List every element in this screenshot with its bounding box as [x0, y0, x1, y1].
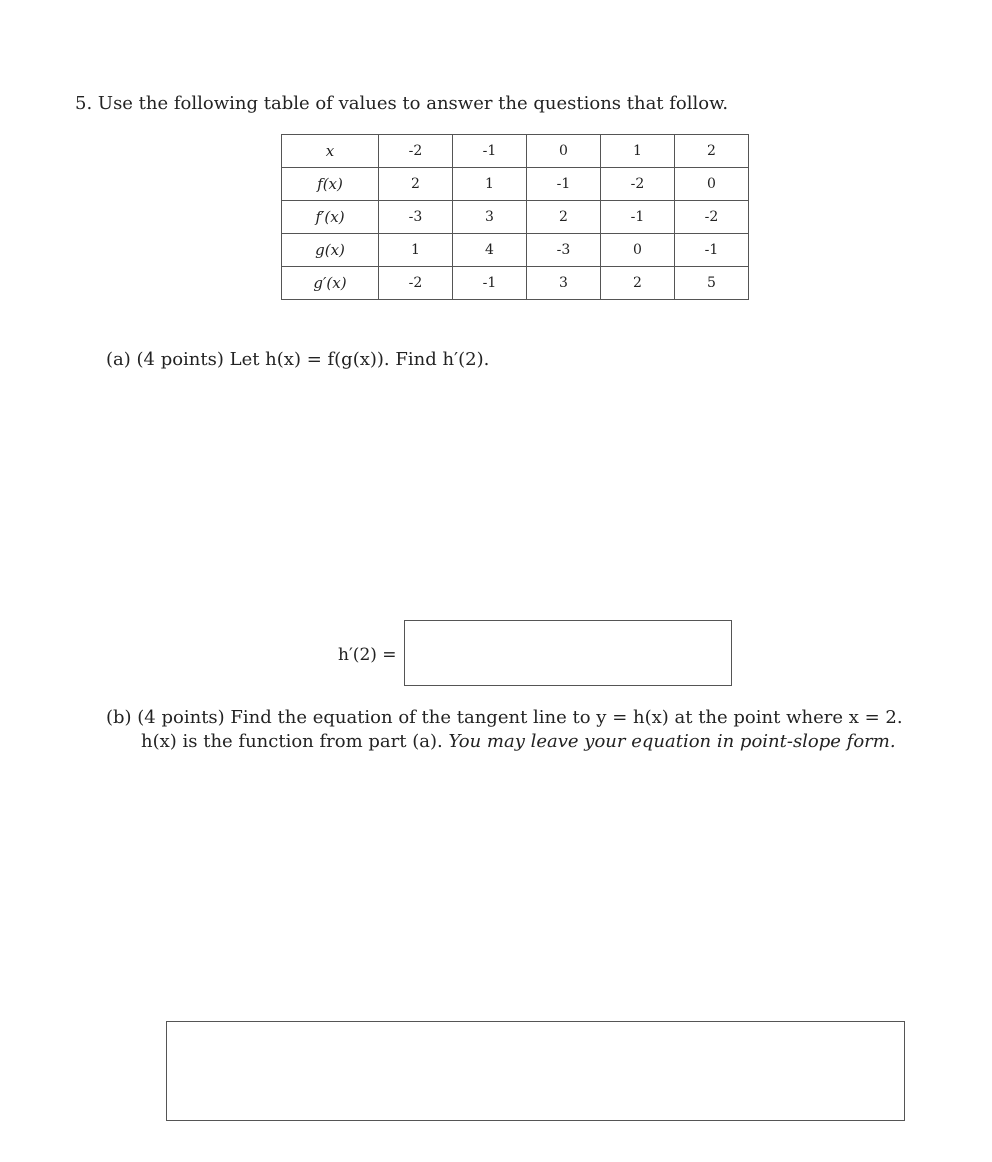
row-label: g′(x)	[282, 267, 379, 300]
table-cell: 2	[379, 168, 453, 201]
row-label: f′(x)	[282, 201, 379, 234]
table-cell: -3	[379, 201, 453, 234]
part-b-prompt-plain: h(x) is the function from part (a).	[141, 731, 449, 752]
table-header-row	[282, 135, 749, 168]
table-cell: -2	[675, 201, 749, 234]
table-cell: 1	[601, 135, 675, 168]
table-cell: 3	[527, 267, 601, 300]
part-b-prompt-line1: (b) (4 points) Find the equation of the tangent line to y = h(x) at the point where x = 2.	[106, 707, 903, 728]
table-cell: -2	[379, 135, 453, 168]
part-a-answer-box[interactable]	[404, 620, 732, 686]
table-cell: 2	[527, 201, 601, 234]
table-row	[282, 234, 749, 267]
table-cell: -2	[601, 168, 675, 201]
table-cell: -1	[675, 234, 749, 267]
table-cell: 0	[527, 135, 601, 168]
part-b-answer-box[interactable]	[166, 1021, 905, 1121]
table-cell: -3	[527, 234, 601, 267]
table-cell: 2	[601, 267, 675, 300]
table-row	[282, 168, 749, 201]
table-cell: 0	[601, 234, 675, 267]
table-cell: 4	[453, 234, 527, 267]
table-row	[282, 201, 749, 234]
table-row	[282, 267, 749, 300]
part-a-prompt: (a) (4 points) Let h(x) = f(g(x)). Find h′(2).	[106, 349, 490, 370]
table-cell: -1	[527, 168, 601, 201]
table-cell: -2	[379, 267, 453, 300]
table-cell: 1	[379, 234, 453, 267]
part-b-prompt-italic: You may leave your equation in point-slope form.	[448, 731, 896, 752]
table-cell: 5	[675, 267, 749, 300]
table-cell: -1	[453, 135, 527, 168]
part-a-answer-label: h′(2) =	[338, 645, 397, 665]
question-title: 5. Use the following table of values to answer the questions that follow.	[75, 93, 729, 114]
row-label: x	[282, 135, 379, 168]
table-cell: -1	[601, 201, 675, 234]
row-label: f(x)	[282, 168, 379, 201]
table-cell: 2	[675, 135, 749, 168]
row-label: g(x)	[282, 234, 379, 267]
values-table	[281, 134, 749, 300]
table-cell: 3	[453, 201, 527, 234]
table-cell: -1	[453, 267, 527, 300]
table-cell: 1	[453, 168, 527, 201]
part-b-prompt-line2	[141, 731, 896, 752]
table-cell: 0	[675, 168, 749, 201]
